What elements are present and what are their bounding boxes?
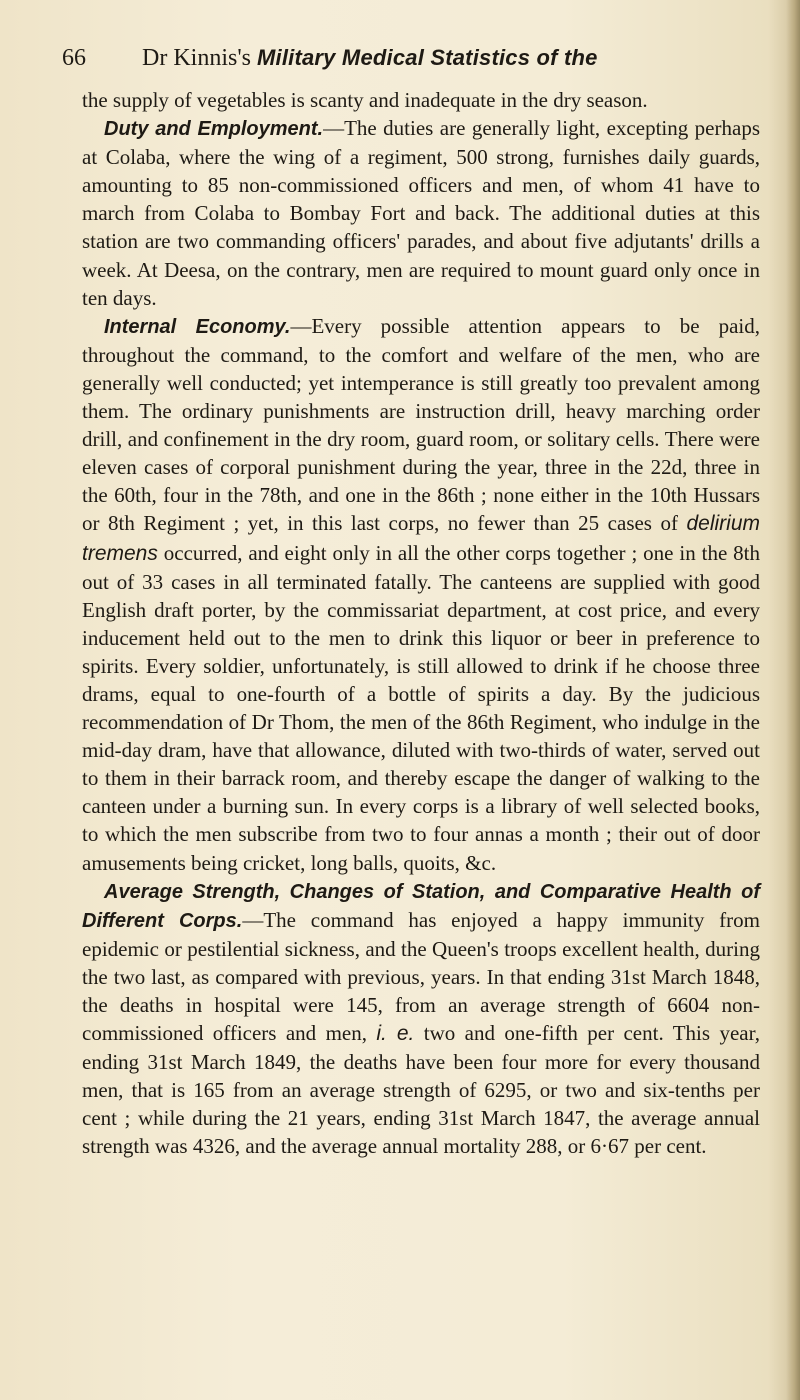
paragraph-duty-employment <box>82 114 760 312</box>
paragraph-vegetables <box>82 86 760 114</box>
header-author: Dr Kinnis's <box>142 45 251 71</box>
page-edge-shadow <box>786 0 800 1400</box>
paragraph-text: —The duties are generally light, excepting perhaps at Colaba, where the wing of a regiment, 500 strong, furnishes daily guards, amounting to 85 non-commissioned officers and men, of whom 41 have to march from Colaba to Bombay Fort and back. The additional duties at this station are two commanding officers' parades, and about five adjutants' drills a week. At Deesa, on the contrary, men are required to mount guard only once in ten days. <box>82 116 760 310</box>
section-heading-strength: Average Strength, Changes of Station, and Comparative Health of Different Corps. <box>82 880 760 932</box>
paragraph-text: occurred, and eight only in all the other corps together ; one in the 8th out of 33 cases in all terminated fatally. The canteens are supplied with good English draft porter, by the commissariat department, at cost price, and every inducement held out to the men to drink this liquor or beer in preference to spirits. Every soldier, unfortunately, is still allowed to drink if he choose three drams, equal to one-fourth of a bottle of spirits a day. By the judicious recommendation of Dr Thom, the men of the 86th Regiment, who indulge in the mid-day dram, have that allowance, diluted with two-thirds of water, served out to them in their barrack room, and thereby escape the danger of walking to the canteen under a burning sun. In every corps is a library of well selected books, to which the men subscribe from two to four annas a month ; their out of door amusements being cricket, long balls, quoits, &c. <box>82 540 760 875</box>
paragraph-text: —Every possible attention appears to be paid, throughout the command, to the comfort and welfare of the men, who are generally well conducted; yet intemperance is still greatly too prevalent among them. The ordinary punishments are instruction drill, heavy marching order drill, and confinement in the dry room, guard room, or solitary cells. There were eleven cases of corporal punishment during the year, three in the 22d, three in the 60th, four in the 78th, and one in the 86th ; none either in the 10th Hussars or 8th Regiment ; yet, in this last corps, no fewer than 25 cases of <box>82 313 760 536</box>
body-text <box>82 86 760 1161</box>
italic-term: i. e. <box>376 1022 415 1046</box>
running-header <box>62 44 762 72</box>
paragraph-text: the supply of vegetables is scanty and inadequate in the dry season. <box>82 88 648 112</box>
section-heading-economy: Internal Economy. <box>104 315 291 338</box>
italic-term: delirium tremens <box>82 512 760 565</box>
paragraph-internal-economy <box>82 312 760 877</box>
section-heading-duty: Duty and Employment. <box>104 118 324 141</box>
paragraph-average-strength <box>82 877 760 1161</box>
paragraph-text: —The command has enjoyed a happy immunity from epidemic or pestilential sickness, and the Queen's troops excellent health, during the two last, as compared with previous, years. In that ending 31st March 1848, the deaths in hospital were 145, from an average strength of 6604 non-commissioned officers and men, <box>82 907 760 1046</box>
header-title: Military Medical Statistics of the <box>257 45 598 70</box>
paragraph-text: two and one-fifth per cent. This year, ending 31st March 1849, the deaths have been four more for every thousand men, that is 165 from an average strength of 6295, or two and six-tenths per cent ; while during the 21 years, ending 31st March 1847, the average annual strength was 4326, and the average annual mortality 288, or 6·67 per cent. <box>82 1021 760 1159</box>
page-number: 66 <box>62 45 86 71</box>
